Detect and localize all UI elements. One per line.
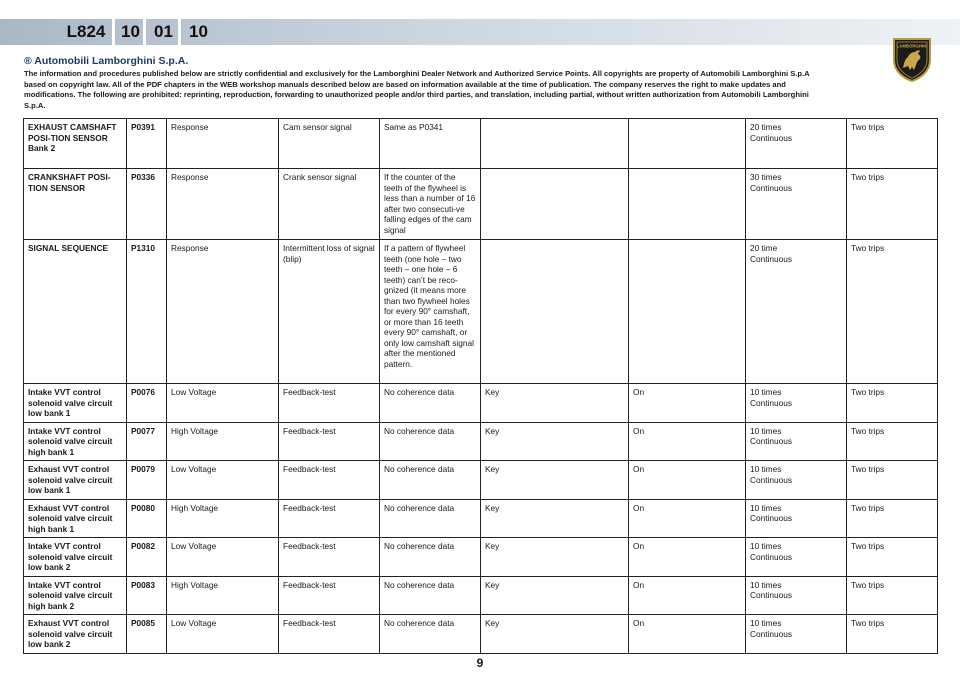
dtc-code-cell: P1310 [127, 240, 167, 384]
dtc-code-cell: P0080 [127, 499, 167, 538]
table-row [24, 119, 938, 169]
threshold-cell: No coherence data [380, 538, 481, 577]
dtc-code-cell: P0391 [127, 119, 167, 169]
strategy-cell: Low Voltage [167, 384, 279, 423]
mil-illumination-cell: Two trips [847, 169, 938, 240]
strategy-cell: High Voltage [167, 422, 279, 461]
time-required-cell: 10 times Continuous [746, 538, 847, 577]
component-cell: CRANKSHAFT POSI-TION SENSOR [24, 169, 127, 240]
parameter-cell: Key [481, 538, 629, 577]
condition-cell: Feedback-test [279, 422, 380, 461]
time-required-cell: 30 times Continuous [746, 169, 847, 240]
dtc-code-cell: P0085 [127, 615, 167, 654]
table-row [24, 169, 938, 240]
value-cell [629, 119, 746, 169]
lamborghini-bull-shield-icon [890, 36, 934, 82]
header-code-section: 10 [178, 19, 216, 45]
component-cell: Exhaust VVT control solenoid valve circuit low bank 1 [24, 461, 127, 500]
condition-cell: Feedback-test [279, 615, 380, 654]
component-cell: SIGNAL SEQUENCE [24, 240, 127, 384]
condition-cell: Cam sensor signal [279, 119, 380, 169]
strategy-cell: Low Voltage [167, 615, 279, 654]
strategy-cell: Response [167, 169, 279, 240]
value-cell [629, 169, 746, 240]
time-required-cell: 10 times Continuous [746, 499, 847, 538]
component-cell: Intake VVT control solenoid valve circuit high bank 1 [24, 422, 127, 461]
threshold-cell: No coherence data [380, 576, 481, 615]
time-required-cell: 10 times Continuous [746, 461, 847, 500]
condition-cell: Feedback-test [279, 499, 380, 538]
mil-illumination-cell: Two trips [847, 499, 938, 538]
parameter-cell: Key [481, 615, 629, 654]
strategy-cell: Low Voltage [167, 538, 279, 577]
value-cell: On [629, 538, 746, 577]
dtc-code-cell: P0082 [127, 538, 167, 577]
condition-cell: Crank sensor signal [279, 169, 380, 240]
mil-illumination-cell: Two trips [847, 384, 938, 423]
parameter-cell [481, 240, 629, 384]
time-required-cell: 10 times Continuous [746, 384, 847, 423]
parameter-cell [481, 169, 629, 240]
copyright-notice [24, 55, 830, 111]
mil-illumination-cell: Two trips [847, 576, 938, 615]
dtc-code-cell: P0079 [127, 461, 167, 500]
parameter-cell: Key [481, 461, 629, 500]
value-cell: On [629, 461, 746, 500]
parameter-cell: Key [481, 576, 629, 615]
mil-illumination-cell: Two trips [847, 461, 938, 500]
table-row [24, 538, 938, 577]
strategy-cell: Response [167, 119, 279, 169]
mil-illumination-cell: Two trips [847, 422, 938, 461]
value-cell: On [629, 384, 746, 423]
dtc-code-cell: P0077 [127, 422, 167, 461]
strategy-cell: Low Voltage [167, 461, 279, 500]
threshold-cell: No coherence data [380, 461, 481, 500]
strategy-cell: Response [167, 240, 279, 384]
copyright-text: The information and procedures published below are strictly confidential and exclusively for the Lamborghini Dealer Network and Authorized Service Points. All copyrights are property of Automobili Lamborghini S.p.A based on copyright law. All of the PDF chapters in the WEB workshop manuals described below are based on information available at the time of publication. The company reserves the right to make updates and modifications. The following are prohibited: reprinting, reproduction, forwarding to unauthorized people and/or third parties, and translation, including partial, without written authorization from Automobili Lamborghini S.p.A. [24, 69, 810, 110]
threshold-cell: Same as P0341 [380, 119, 481, 169]
parameter-cell: Key [481, 499, 629, 538]
dtc-code-cell: P0076 [127, 384, 167, 423]
header-code-subgroup: 01 [143, 19, 181, 45]
mil-illumination-cell: Two trips [847, 119, 938, 169]
page-number: 9 [476, 656, 484, 670]
strategy-cell: High Voltage [167, 499, 279, 538]
parameter-cell: Key [481, 422, 629, 461]
value-cell [629, 240, 746, 384]
component-cell: Intake VVT control solenoid valve circuit low bank 1 [24, 384, 127, 423]
table-row [24, 461, 938, 500]
header-code-model: L824 [66, 22, 106, 41]
time-required-cell: 10 times Continuous [746, 576, 847, 615]
dtc-code-cell: P0336 [127, 169, 167, 240]
threshold-cell: No coherence data [380, 422, 481, 461]
value-cell: On [629, 615, 746, 654]
condition-cell: Feedback-test [279, 461, 380, 500]
table-row [24, 384, 938, 423]
time-required-cell: 20 times Continuous [746, 119, 847, 169]
dtc-table [23, 118, 938, 654]
mil-illumination-cell: Two trips [847, 538, 938, 577]
value-cell: On [629, 422, 746, 461]
table-row [24, 240, 938, 384]
condition-cell: Feedback-test [279, 538, 380, 577]
threshold-cell: No coherence data [380, 499, 481, 538]
component-cell: EXHAUST CAMSHAFT POSI-TION SENSOR Bank 2 [24, 119, 127, 169]
logo-wordmark: LAMBORGHINI [896, 43, 928, 49]
header-code-group: 10 [112, 19, 146, 45]
component-cell: Intake VVT control solenoid valve circuit high bank 2 [24, 576, 127, 615]
time-required-cell: 10 times Continuous [746, 422, 847, 461]
time-required-cell: 20 time Continuous [746, 240, 847, 384]
copyright-title: ® Automobili Lamborghini S.p.A. [24, 55, 189, 67]
condition-cell: Feedback-test [279, 384, 380, 423]
value-cell: On [629, 576, 746, 615]
parameter-cell [481, 119, 629, 169]
threshold-cell: No coherence data [380, 384, 481, 423]
mil-illumination-cell: Two trips [847, 240, 938, 384]
value-cell: On [629, 499, 746, 538]
component-cell: Exhaust VVT control solenoid valve circuit high bank 1 [24, 499, 127, 538]
table-row [24, 499, 938, 538]
table-row [24, 615, 938, 654]
dtc-code-cell: P0083 [127, 576, 167, 615]
component-cell: Intake VVT control solenoid valve circuit low bank 2 [24, 538, 127, 577]
mil-illumination-cell: Two trips [847, 615, 938, 654]
threshold-cell: If the counter of the teeth of the flywheel is less than a number of 16 after two consecuti-ve falling edges of the cam signal [380, 169, 481, 240]
condition-cell: Feedback-test [279, 576, 380, 615]
threshold-cell: No coherence data [380, 615, 481, 654]
parameter-cell: Key [481, 384, 629, 423]
component-cell: Exhaust VVT control solenoid valve circuit low bank 2 [24, 615, 127, 654]
strategy-cell: High Voltage [167, 576, 279, 615]
table-row [24, 576, 938, 615]
threshold-cell: If a pattern of flywheel teeth (one hole – two teeth – one hole – 6 teeth) can’t be reco-gnized (it means more than two flywheel holes for every 90° camshaft, or more than 16 teeth every 90° camshaft, or only low camshaft signal after the mentioned pattern. [380, 240, 481, 384]
time-required-cell: 10 times Continuous [746, 615, 847, 654]
condition-cell: Intermittent loss of signal (blip) [279, 240, 380, 384]
table-row [24, 422, 938, 461]
